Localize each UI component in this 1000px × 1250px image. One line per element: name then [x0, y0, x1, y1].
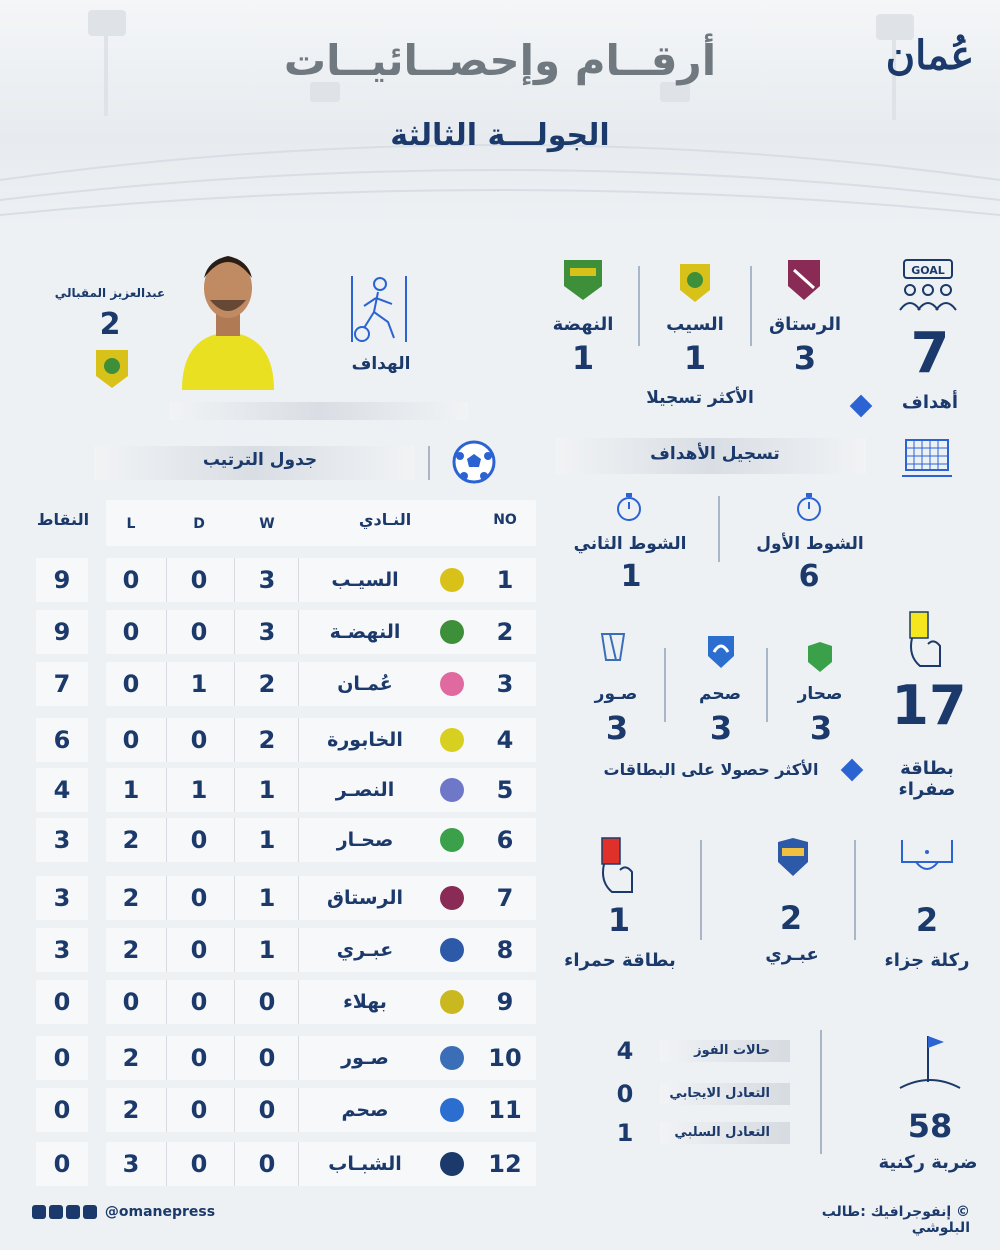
goals-team-name-3: النهضة: [552, 314, 614, 335]
cell-l: 1: [122, 776, 140, 804]
column-divider: [166, 1088, 167, 1132]
corners-label: ضربة ركنية: [878, 1152, 978, 1173]
cell-club: الخابورة: [327, 729, 403, 751]
first-half-value: 6: [798, 559, 820, 594]
cell-points: 7: [53, 670, 71, 698]
yellow-cards-label: بطاقة صفراء: [898, 758, 956, 800]
cell-d: 1: [190, 670, 208, 698]
yellow-team-value-1: 3: [809, 709, 833, 747]
result-value-1: 4: [616, 1037, 634, 1065]
cell-no: 12: [488, 1150, 522, 1178]
column-divider: [298, 818, 299, 862]
cell-no: 7: [496, 884, 514, 912]
column-divider: [234, 1036, 235, 1080]
club-crest-icon: [440, 828, 464, 852]
cell-points: 4: [53, 776, 71, 804]
top-scorer-label: الهداف: [351, 354, 411, 374]
cell-club: بهلاء: [343, 991, 387, 1013]
divider: [766, 648, 768, 722]
credit-footer: [760, 1204, 970, 1236]
cell-no: 10: [488, 1044, 522, 1072]
cell-points: 3: [53, 884, 71, 912]
stopwatch-icon: [614, 492, 644, 522]
goal-timing-title: تسجيل الأهداف: [650, 444, 780, 464]
cell-club: صـور: [341, 1047, 389, 1069]
result-value-2: 0: [616, 1080, 634, 1108]
column-divider: [166, 1036, 167, 1080]
header-club: النـادي: [358, 510, 412, 529]
cell-no: 3: [496, 670, 514, 698]
header-w: W: [259, 516, 275, 532]
team-crest-seeb: [674, 260, 716, 304]
club-crest-icon: [440, 568, 464, 592]
cell-l: 0: [122, 988, 140, 1016]
column-divider: [234, 1088, 235, 1132]
column-divider: [298, 928, 299, 972]
club-crest-icon: [440, 1098, 464, 1122]
top-scorer-icon: [344, 272, 414, 346]
cell-d: 0: [190, 1150, 208, 1178]
yellow-team-name-1: صحار: [797, 684, 843, 704]
column-divider: [166, 818, 167, 862]
diamond-marker: [850, 395, 873, 418]
player-club-crest: [92, 346, 132, 390]
column-divider: [298, 1142, 299, 1186]
team-crest-saham: [704, 632, 738, 670]
column-divider: [166, 876, 167, 920]
club-crest-icon: [440, 938, 464, 962]
column-divider: [166, 980, 167, 1024]
team-crest-ibri: [774, 836, 812, 878]
second-half-label: الشوط الثاني: [573, 534, 687, 554]
column-divider: [234, 980, 235, 1024]
penalties-label: ركلة جزاء: [884, 950, 970, 971]
divider: [718, 496, 720, 562]
header-d: D: [193, 516, 205, 532]
cell-points: 9: [53, 618, 71, 646]
social-handle: @omanepress: [104, 1204, 216, 1220]
cell-w: 1: [258, 826, 276, 854]
cell-no: 2: [496, 618, 514, 646]
cell-d: 0: [190, 988, 208, 1016]
column-divider: [298, 1036, 299, 1080]
club-crest-icon: [440, 778, 464, 802]
divider: [854, 840, 856, 940]
red-card-icon: [596, 836, 638, 896]
cell-club: الرستاق: [326, 887, 404, 909]
cell-no: 1: [496, 566, 514, 594]
club-crest-icon: [440, 672, 464, 696]
column-divider: [298, 558, 299, 602]
cell-w: 0: [258, 988, 276, 1016]
club-crest-icon: [440, 886, 464, 910]
cell-l: 0: [122, 618, 140, 646]
team-crest-sur: [596, 630, 630, 676]
cell-club: النهضـة: [329, 621, 401, 643]
cell-club: السيـب: [331, 569, 399, 591]
cell-no: 5: [496, 776, 514, 804]
goals-team-value-1: 3: [793, 339, 817, 377]
column-divider: [166, 928, 167, 972]
cell-d: 0: [190, 1044, 208, 1072]
result-label-3: التعادل السلبي: [674, 1125, 770, 1140]
team-crest-nahda: [560, 256, 606, 302]
football-icon: [452, 440, 496, 484]
column-divider: [298, 1088, 299, 1132]
yellow-team-value-3: 3: [605, 709, 629, 747]
cell-l: 0: [122, 670, 140, 698]
club-crest-icon: [440, 728, 464, 752]
standings-header-row: [106, 500, 536, 546]
divider: [638, 266, 640, 346]
cell-club: عبـري: [336, 939, 394, 961]
copyright-icon: ©: [956, 1204, 970, 1220]
youtube-icon[interactable]: [32, 1205, 46, 1219]
first-half-label: الشوط الأول: [756, 534, 864, 554]
goals-team-name-1: الرستاق: [768, 314, 842, 335]
cell-no: 6: [496, 826, 514, 854]
team-crest-sohar: [804, 640, 836, 674]
facebook-icon[interactable]: [83, 1205, 97, 1219]
cell-points: 0: [53, 988, 71, 1016]
team-crest-rustaq: [784, 258, 824, 302]
cell-w: 0: [258, 1150, 276, 1178]
divider: [750, 266, 752, 346]
column-divider: [166, 662, 167, 706]
cell-club: الشبـاب: [328, 1153, 402, 1175]
cell-l: 2: [122, 1044, 140, 1072]
yellow-team-name-2: صحم: [698, 684, 741, 704]
column-divider: [234, 768, 235, 812]
column-divider: [234, 818, 235, 862]
divider: [700, 840, 702, 940]
cell-no: 8: [496, 936, 514, 964]
column-divider: [234, 558, 235, 602]
cell-d: 0: [190, 618, 208, 646]
top-scoring-label: الأكثر تسجيلا: [646, 388, 754, 408]
divider: [820, 1030, 822, 1154]
player-photo: [172, 240, 284, 390]
corner-flag-icon: [898, 1032, 962, 1092]
x-icon[interactable]: [66, 1205, 80, 1219]
cell-club: عُمـان: [337, 673, 393, 695]
red-cards-value: 1: [607, 901, 631, 939]
corners-value: 58: [907, 1107, 953, 1145]
cell-d: 0: [190, 936, 208, 964]
diamond-marker: [841, 759, 864, 782]
club-crest-icon: [440, 1046, 464, 1070]
penalty-box-icon: [898, 836, 956, 880]
cell-no: 4: [496, 726, 514, 754]
yellow-team-value-2: 3: [709, 709, 733, 747]
cell-w: 1: [258, 936, 276, 964]
column-divider: [234, 1142, 235, 1186]
svg-text:GOAL: GOAL: [911, 264, 945, 277]
goals-team-value-3: 1: [571, 339, 595, 377]
most-cards-label: الأكثر حصولا على البطاقات: [603, 760, 819, 779]
column-divider: [166, 768, 167, 812]
column-divider: [166, 610, 167, 654]
cell-points: 9: [53, 566, 71, 594]
goals-team-value-2: 1: [683, 339, 707, 377]
header-l: L: [126, 516, 136, 532]
column-divider: [234, 610, 235, 654]
scorer-underline: [170, 402, 468, 420]
cell-w: 0: [258, 1044, 276, 1072]
cell-l: 0: [122, 566, 140, 594]
penalties-team-value: 2: [779, 899, 803, 937]
cell-l: 2: [122, 1096, 140, 1124]
oman-logo: عُمان: [885, 32, 975, 79]
column-divider: [234, 662, 235, 706]
column-divider: [298, 876, 299, 920]
cell-l: 2: [122, 884, 140, 912]
total-goals: 7: [910, 321, 950, 386]
header-no: NO: [493, 512, 517, 528]
goal-crowd-icon: [896, 258, 960, 318]
column-divider: [166, 1142, 167, 1186]
column-divider: [166, 718, 167, 762]
social-footer: [32, 1204, 292, 1226]
yellow-card-icon: [904, 610, 946, 670]
penalties-value: 2: [915, 901, 939, 939]
cell-points: 3: [53, 826, 71, 854]
credit-text: إنفوجرافيك :طالب البلوشي: [821, 1204, 970, 1236]
column-divider: [166, 558, 167, 602]
cell-w: 0: [258, 1096, 276, 1124]
cell-l: 0: [122, 726, 140, 754]
cell-d: 0: [190, 726, 208, 754]
goal-net-icon: [902, 436, 952, 480]
cell-d: 0: [190, 566, 208, 594]
player-name: عبدالعزيز المقبالي: [54, 286, 166, 300]
cell-no: 9: [496, 988, 514, 1016]
cell-d: 0: [190, 1096, 208, 1124]
yellow-team-name-3: صـور: [594, 684, 638, 704]
club-crest-icon: [440, 990, 464, 1014]
column-divider: [298, 718, 299, 762]
cell-points: 0: [53, 1044, 71, 1072]
player-goals: 2: [99, 307, 121, 342]
header-points: النقاط: [36, 510, 90, 529]
goals-team-name-2: السيب: [666, 314, 724, 335]
yellow-cards-total: 17: [891, 674, 967, 737]
cell-l: 2: [122, 826, 140, 854]
round-subtitle: الجولـــة الثالثة: [390, 118, 610, 153]
cell-points: 3: [53, 936, 71, 964]
column-divider: [234, 876, 235, 920]
cell-no: 11: [488, 1096, 522, 1124]
column-divider: [298, 662, 299, 706]
stadium-background: [0, 0, 1000, 230]
cell-l: 3: [122, 1150, 140, 1178]
cell-club: النصـر: [335, 779, 395, 801]
stopwatch-icon: [794, 492, 824, 522]
cell-w: 3: [258, 566, 276, 594]
page-title: أرقــام وإحصــائيــات: [283, 36, 717, 85]
cell-club: صحـار: [336, 829, 394, 851]
column-divider: [298, 768, 299, 812]
cell-points: 0: [53, 1096, 71, 1124]
cell-w: 1: [258, 776, 276, 804]
cell-points: 0: [53, 1150, 71, 1178]
instagram-icon[interactable]: [49, 1205, 63, 1219]
cell-d: 0: [190, 884, 208, 912]
column-divider: [298, 980, 299, 1024]
divider: [664, 648, 666, 722]
cell-points: 6: [53, 726, 71, 754]
column-divider: [234, 718, 235, 762]
second-half-value: 1: [620, 559, 642, 594]
column-divider: [234, 928, 235, 972]
penalties-team-name: عبـري: [765, 944, 819, 965]
red-cards-label: بطاقة حمراء: [564, 950, 676, 971]
standings-title: جدول الترتيب: [202, 450, 318, 470]
cell-d: 1: [190, 776, 208, 804]
cell-club: صحم: [341, 1099, 389, 1121]
cell-l: 2: [122, 936, 140, 964]
total-goals-label: أهداف: [901, 392, 959, 413]
result-label-1: حالات الفوز: [694, 1043, 770, 1058]
cell-w: 2: [258, 726, 276, 754]
column-divider: [298, 610, 299, 654]
cell-w: 2: [258, 670, 276, 698]
club-crest-icon: [440, 620, 464, 644]
club-crest-icon: [440, 1152, 464, 1176]
cell-w: 3: [258, 618, 276, 646]
cell-d: 0: [190, 826, 208, 854]
cell-w: 1: [258, 884, 276, 912]
divider: [428, 446, 430, 480]
result-label-2: التعادل الايجابي: [669, 1086, 770, 1101]
result-value-3: 1: [616, 1119, 634, 1147]
